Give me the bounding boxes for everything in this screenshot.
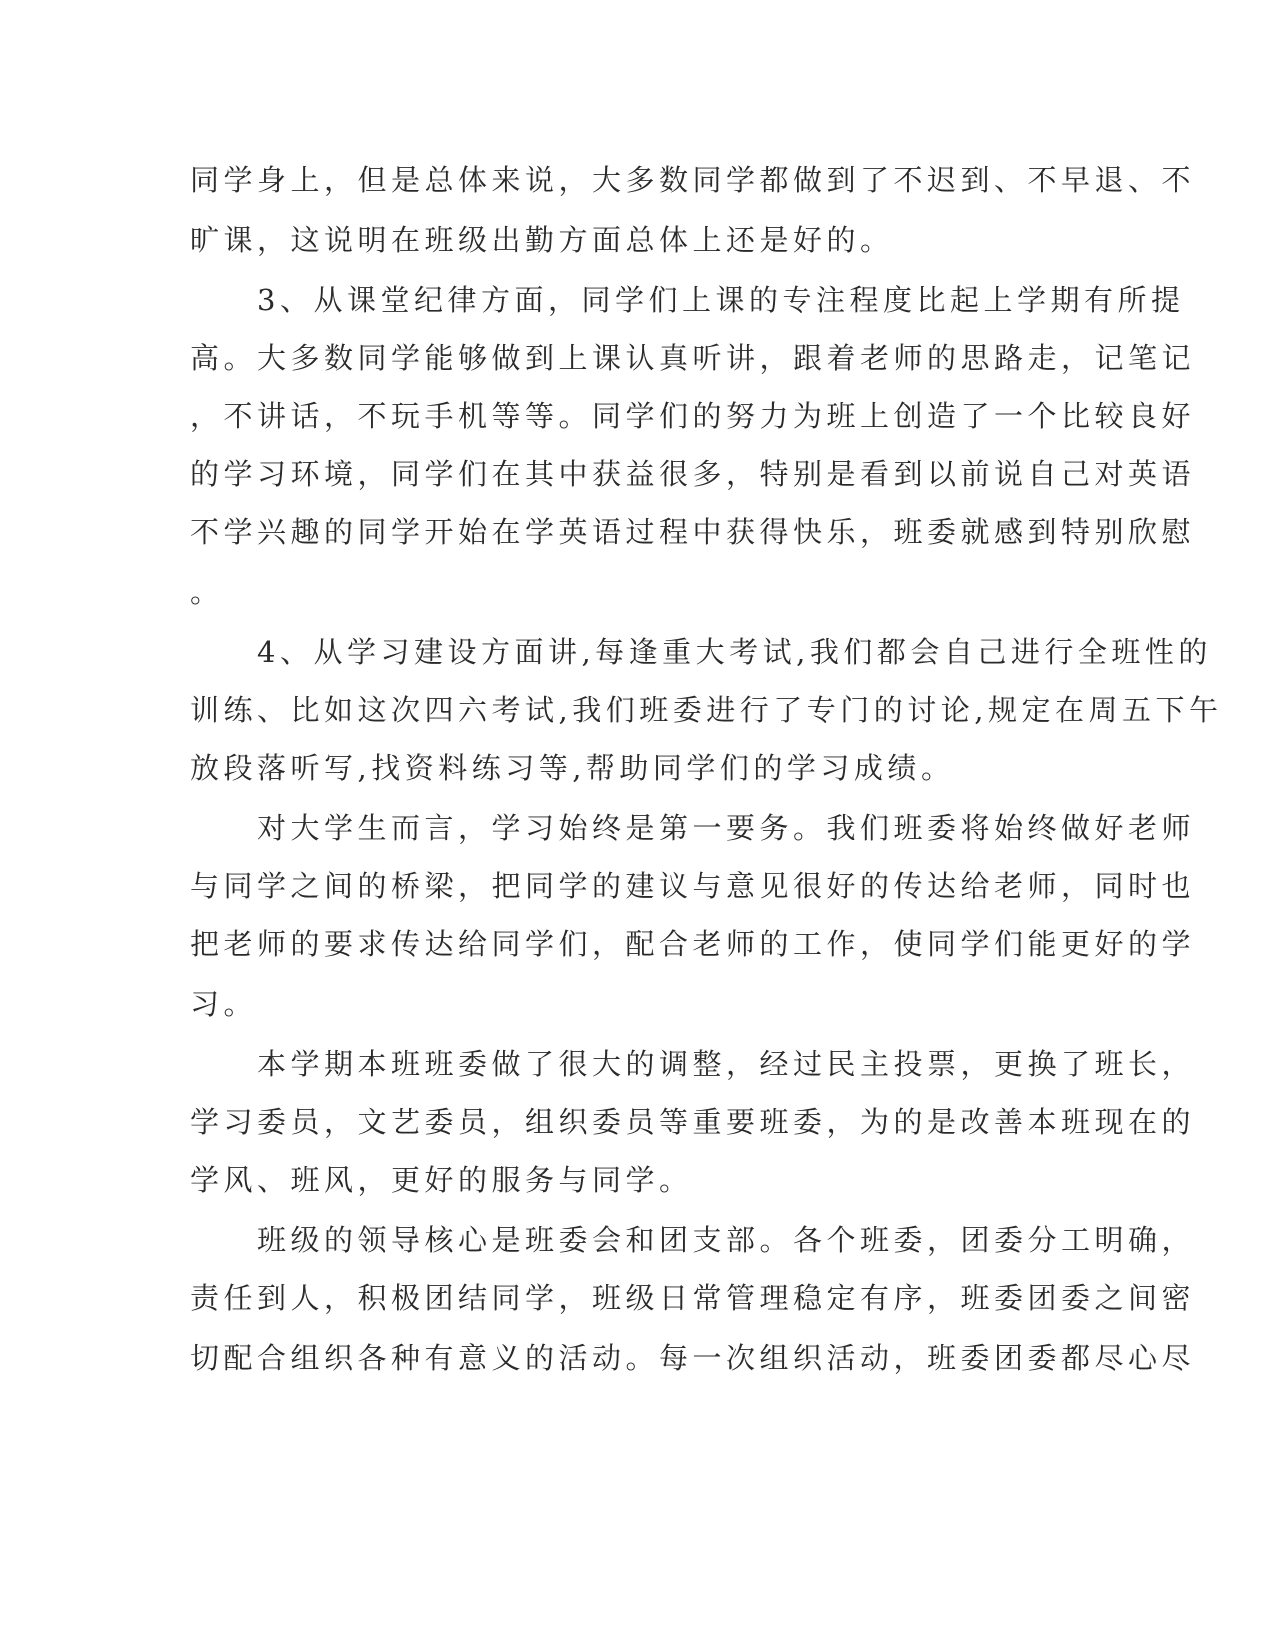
text-line: 责任到人，积极团结同学，班级日常管理稳定有序，班委团委之间密 — [190, 1281, 1196, 1315]
text-line: 不学兴趣的同学开始在学英语过程中获得快乐，班委就感到特别欣慰 — [190, 515, 1196, 549]
text-line: 放段落听写,找资料练习等,帮助同学们的学习成绩。 — [190, 751, 955, 785]
text-line: 与同学之间的桥梁，把同学的建议与意见很好的传达给老师，同时也 — [190, 869, 1196, 903]
text-line: 3、从课堂纪律方面，同学们上课的专注程度比起上学期有所提 — [190, 283, 1185, 317]
text-line: 同学身上，但是总体来说，大多数同学都做到了不迟到、不早退、不 — [190, 163, 1196, 197]
text-line: 对大学生而言，学习始终是第一要务。我们班委将始终做好老师 — [190, 811, 1196, 845]
text-line: 高。大多数同学能够做到上课认真听讲，跟着老师的思路走，记笔记 — [190, 341, 1196, 375]
text-line: 本学期本班班委做了很大的调整，经过民主投票，更换了班长， — [190, 1047, 1196, 1081]
text-line: 4、从学习建设方面讲,每逢重大考试,我们都会自己进行全班性的 — [190, 635, 1212, 669]
text-line: 班级的领导核心是班委会和团支部。各个班委，团委分工明确， — [190, 1223, 1196, 1257]
text-line: 。 — [190, 575, 224, 609]
text-line: ，不讲话，不玩手机等等。同学们的努力为班上创造了一个比较良好 — [190, 399, 1196, 433]
text-line: 切配合组织各种有意义的活动。每一次组织活动，班委团委都尽心尽 — [190, 1341, 1196, 1375]
text-line: 训练、比如这次四六考试,我们班委进行了专门的讨论,规定在周五下午 — [190, 693, 1223, 727]
text-line: 学风、班风，更好的服务与同学。 — [190, 1163, 693, 1197]
text-line: 习。 — [190, 987, 258, 1021]
text-line: 旷课，这说明在班级出勤方面总体上还是好的。 — [190, 223, 894, 257]
text-line: 的学习环境，同学们在其中获益很多，特别是看到以前说自己对英语 — [190, 457, 1196, 491]
text-line: 把老师的要求传达给同学们，配合老师的工作，使同学们能更好的学 — [190, 927, 1196, 961]
text-line: 学习委员，文艺委员，组织委员等重要班委，为的是改善本班现在的 — [190, 1105, 1196, 1139]
